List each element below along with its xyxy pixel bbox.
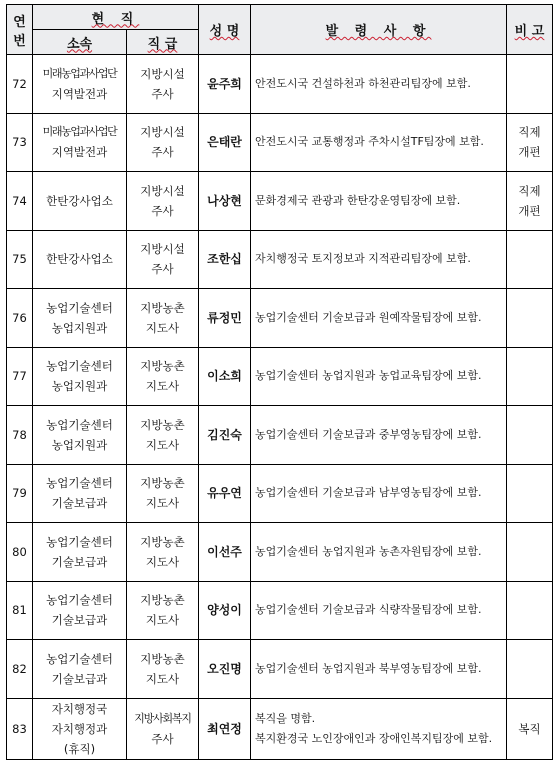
rank-line-2: 주사: [151, 145, 174, 160]
row-rank: [127, 289, 199, 348]
header-name: 성 명: [199, 5, 251, 55]
rank-line-2: 지도사: [145, 437, 180, 452]
header-current-position: 현 직: [33, 5, 199, 30]
note-line-1: 직제: [518, 183, 541, 198]
header-no-top: 연: [13, 14, 26, 30]
row-department: [33, 55, 127, 114]
row-department: [33, 464, 127, 523]
row-person-name: 이선주: [199, 523, 251, 582]
dept-line-1: 농업기술센터: [46, 534, 113, 549]
table-row: [7, 698, 553, 759]
row-department: [33, 289, 127, 348]
row-number: 82: [7, 640, 33, 699]
row-rank: [127, 464, 199, 523]
table-body: [7, 55, 553, 760]
order-line-1: 자치행정국 토지정보과 지적관리팀장에 보함.: [255, 252, 471, 266]
header-no: [7, 5, 33, 55]
rank-line-2: 주사: [151, 86, 174, 101]
rank-line-2: 지도사: [145, 320, 180, 335]
header-order: 발 령 사 항: [251, 5, 507, 55]
order-line-1: 농업기술센터 기술보급과 식량작물팀장에 보함.: [255, 603, 482, 617]
row-order-detail: [251, 55, 507, 114]
row-order-detail: [251, 289, 507, 348]
dept-line-2: 지역발전과: [51, 86, 108, 101]
table-row: [7, 347, 553, 406]
rank-line-1: 지방시설: [140, 183, 185, 198]
row-order-detail: [251, 230, 507, 289]
dept-line-1: 농업기술센터: [46, 300, 113, 315]
row-person-name: 은태란: [199, 113, 251, 172]
dept-line-3: (휴직): [63, 741, 96, 756]
dept-line-1: 농업기술센터: [46, 651, 113, 666]
rank-line-1: 지방농촌: [140, 593, 185, 608]
row-order-detail: [251, 406, 507, 465]
row-note: [507, 640, 553, 699]
order-line-1: 농업기술센터 기술보급과 남부영농팀장에 보함.: [255, 486, 482, 500]
row-number: 76: [7, 289, 33, 348]
rank-line-1: 지방농촌: [140, 651, 185, 666]
rank-line-1: 지방농촌: [140, 534, 185, 549]
row-order-detail: [251, 523, 507, 582]
dept-line-2: 기술보급과: [51, 613, 108, 628]
dept-line-1: 농업기술센터: [46, 417, 113, 432]
row-department: [33, 172, 127, 231]
dept-line-2: 농업지원과: [51, 320, 108, 335]
table-header: [7, 5, 553, 55]
row-department: [33, 581, 127, 640]
row-rank: [127, 347, 199, 406]
row-note: [507, 55, 553, 114]
table-row: [7, 523, 553, 582]
dept-line-2: 농업지원과: [51, 437, 108, 452]
row-department: [33, 640, 127, 699]
row-department: [33, 347, 127, 406]
row-rank: [127, 55, 199, 114]
order-line-2: 복지환경국 노인장애인과 장애인복지팀장에 보함.: [255, 731, 493, 745]
dept-line-1: 농업기술센터: [46, 359, 113, 374]
rank-line-2: 주사: [151, 203, 174, 218]
row-note: [507, 230, 553, 289]
order-line-1: 농업기술센터 기술보급과 중부영농팀장에 보함.: [255, 427, 482, 441]
row-note: [507, 581, 553, 640]
row-person-name: 오진명: [199, 640, 251, 699]
note-line-1: 직제: [518, 125, 541, 140]
rank-line-1: 지방농촌: [140, 359, 185, 374]
row-note: [507, 698, 553, 759]
table-row: [7, 581, 553, 640]
table-row: [7, 289, 553, 348]
row-rank: [127, 230, 199, 289]
order-line-1: 복직을 명함.: [255, 711, 316, 725]
row-department: [33, 406, 127, 465]
rank-line-1: 지방농촌: [140, 476, 185, 491]
rank-line-2: 주사: [151, 262, 174, 277]
dept-line-2: 자치행정과: [51, 721, 108, 736]
row-note: [507, 113, 553, 172]
row-note: [507, 464, 553, 523]
row-number: 83: [7, 698, 33, 759]
dept-line-1: 한탄강사업소: [46, 252, 113, 267]
row-order-detail: [251, 640, 507, 699]
dept-line-2: 지역발전과: [51, 145, 108, 160]
note-line-2: 개편: [518, 145, 541, 160]
row-order-detail: [251, 581, 507, 640]
row-number: 79: [7, 464, 33, 523]
row-person-name: 양성이: [199, 581, 251, 640]
header-no-bottom: 번: [13, 33, 26, 49]
row-number: 73: [7, 113, 33, 172]
row-number: 77: [7, 347, 33, 406]
row-department: [33, 523, 127, 582]
row-person-name: 윤주희: [199, 55, 251, 114]
row-note: [507, 406, 553, 465]
header-note: 비 고: [507, 5, 553, 55]
row-note: [507, 172, 553, 231]
rank-line-2: 지도사: [145, 613, 180, 628]
table-row: [7, 640, 553, 699]
rank-line-2: 지도사: [145, 554, 180, 569]
row-person-name: 나상현: [199, 172, 251, 231]
rank-line-1: 지방농촌: [140, 300, 185, 315]
personnel-order-sheet: [6, 4, 552, 760]
row-order-detail: [251, 113, 507, 172]
row-rank: [127, 406, 199, 465]
order-line-1: 농업기술센터 농업지원과 북부영농팀장에 보함.: [255, 661, 482, 675]
order-line-1: 안전도시국 건설하천과 하천관리팀장에 보함.: [255, 76, 471, 90]
row-department: [33, 113, 127, 172]
dept-line-2: 기술보급과: [51, 671, 108, 686]
row-person-name: 유우연: [199, 464, 251, 523]
row-rank: [127, 581, 199, 640]
row-department: [33, 230, 127, 289]
order-line-1: 농업기술센터 농업지원과 농촌자원팀장에 보함.: [255, 544, 482, 558]
rank-line-1: 지방시설: [140, 242, 185, 257]
order-line-1: 문화경제국 관광과 한탄강운영팀장에 보함.: [255, 193, 461, 207]
rank-line-1: 지방시설: [140, 66, 185, 81]
dept-line-2: 기술보급과: [51, 554, 108, 569]
row-rank: [127, 113, 199, 172]
row-person-name: 이소희: [199, 347, 251, 406]
row-number: 75: [7, 230, 33, 289]
row-rank: [127, 172, 199, 231]
rank-line-1: 지방시설: [140, 125, 185, 140]
rank-line-1: 지방농촌: [140, 417, 185, 432]
personnel-order-table: [6, 4, 553, 760]
row-number: 80: [7, 523, 33, 582]
row-rank: [127, 523, 199, 582]
row-order-detail: [251, 347, 507, 406]
header-rank: 직 급: [127, 30, 199, 55]
table-row: [7, 464, 553, 523]
table-row: [7, 230, 553, 289]
row-person-name: 최연정: [199, 698, 251, 759]
note-line-2: 개편: [518, 203, 541, 218]
rank-line-2: 주사: [151, 731, 174, 746]
row-rank: [127, 640, 199, 699]
rank-line-2: 지도사: [145, 671, 180, 686]
rank-line-2: 지도사: [145, 379, 180, 394]
row-note: [507, 347, 553, 406]
row-note: [507, 289, 553, 348]
order-line-1: 농업기술센터 기술보급과 원예작물팀장에 보함.: [255, 310, 482, 324]
row-number: 72: [7, 55, 33, 114]
table-row: [7, 406, 553, 465]
rank-line-1: 지방사회복지: [134, 711, 191, 725]
table-row: [7, 113, 553, 172]
order-line-1: 안전도시국 교통행정과 주차시설TF팀장에 보함.: [255, 135, 484, 149]
row-order-detail: [251, 698, 507, 759]
row-number: 74: [7, 172, 33, 231]
dept-line-2: 기술보급과: [51, 496, 108, 511]
row-number: 78: [7, 406, 33, 465]
row-person-name: 조한십: [199, 230, 251, 289]
dept-line-1: 농업기술센터: [46, 476, 113, 491]
row-department: [33, 698, 127, 759]
row-note: [507, 523, 553, 582]
row-rank: [127, 698, 199, 759]
dept-line-2: 농업지원과: [51, 379, 108, 394]
table-row: [7, 172, 553, 231]
header-dept: 소속: [33, 30, 127, 55]
dept-line-1: 농업기술센터: [46, 593, 113, 608]
note-line-1: 복직: [518, 721, 541, 736]
dept-line-1: 자치행정국: [51, 701, 108, 716]
row-number: 81: [7, 581, 33, 640]
row-order-detail: [251, 172, 507, 231]
order-line-1: 농업기술센터 농업지원과 농업교육팀장에 보함.: [255, 369, 482, 383]
row-order-detail: [251, 464, 507, 523]
table-row: [7, 55, 553, 114]
row-person-name: 류정민: [199, 289, 251, 348]
rank-line-2: 지도사: [145, 496, 180, 511]
dept-line-1: 미래농업과사업단: [42, 125, 117, 139]
dept-line-1: 미래농업과사업단: [42, 66, 117, 80]
row-person-name: 김진숙: [199, 406, 251, 465]
dept-line-1: 한탄강사업소: [46, 193, 113, 208]
